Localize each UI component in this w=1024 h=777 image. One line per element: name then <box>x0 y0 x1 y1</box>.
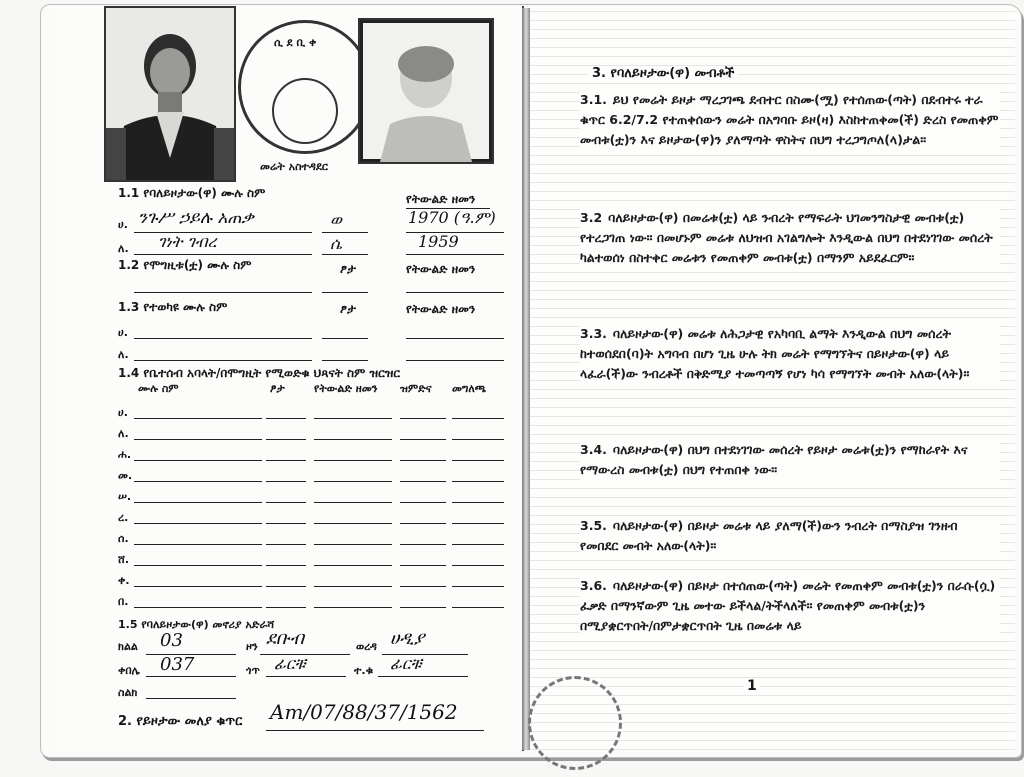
zone-value: ደቡብ <box>266 628 304 649</box>
col-birth-1-1: የትውልድ ዘመን <box>406 192 476 206</box>
col-sex-1-4: ፆታ <box>270 382 285 395</box>
seal-fragment <box>528 676 622 770</box>
underline <box>266 730 484 731</box>
family-row-label: ሰ. <box>118 532 129 545</box>
underline <box>266 418 306 419</box>
underline <box>322 254 368 255</box>
holder-birth-2: 1959 <box>418 232 459 251</box>
col-note-1-4: መግለጫ <box>452 382 487 395</box>
row-label-u: ሀ. <box>118 218 128 231</box>
woreda-label: ወረዳ <box>356 640 377 653</box>
underline <box>452 544 504 545</box>
underline <box>134 460 262 461</box>
family-row-label: ሐ. <box>118 448 132 461</box>
family-row-label: ሠ. <box>118 490 132 503</box>
woreda-value: ሀዲያ <box>390 628 425 649</box>
parcel-id-value: Am/07/88/37/1562 <box>270 700 458 724</box>
underline <box>400 523 446 524</box>
underline <box>134 338 312 339</box>
underline <box>314 439 392 440</box>
family-row-label: ቀ. <box>118 574 130 587</box>
row-label: ሀ. <box>118 326 128 339</box>
underline <box>266 439 306 440</box>
underline <box>322 360 368 361</box>
underline <box>134 544 262 545</box>
paragraph-text: ባለይዞታው(ዋ) በይዞታ በተሰጠው(ጣት) መሬት የመጠቀም መብቱ(ቷ)ን በራሱ(ሷ) ፈቃድ በማንኛውም ጊዜ መተው ይችላል/ትችላለች። የመጠቀም መብቱ(ቷ)ን በሚያቋርጥበት/በምታቋርጥበት ጊዜ በመሬቱ ላይ <box>580 578 996 633</box>
underline <box>266 502 306 503</box>
row-label: ለ. <box>118 348 129 361</box>
holder-name-1: ንጉሥ ኃይሉ አጠቃ <box>138 208 254 228</box>
kebele-value: 037 <box>160 654 195 675</box>
underline <box>266 523 306 524</box>
underline <box>134 481 262 482</box>
underline <box>134 439 262 440</box>
underline <box>134 292 312 293</box>
col-name-1-4: ሙሉ ስም <box>138 382 179 395</box>
underline <box>134 502 262 503</box>
paragraph-3-4 <box>580 440 1000 480</box>
region-value: 03 <box>160 630 183 651</box>
underline <box>134 360 312 361</box>
underline <box>314 544 392 545</box>
paragraph-number: 3.4. <box>580 442 607 457</box>
zone-label: ዞን <box>246 640 258 653</box>
section-1-4-title: 1.4 የቤተሰብ አባላት/በሞግዚት የሚወድቁ ህጻናት ስም ዝርዝር <box>118 366 400 380</box>
underline <box>134 418 262 419</box>
underline <box>400 565 446 566</box>
paragraph-text: ባለይዞታው(ዋ) በመሬቱ(ቷ) ላይ ንብረት የማፍራት ህገመንግስታዊ መብቱ(ቷ) የተረጋገጠ ነው። በመሆኑም መሬቱ ለህዝብ አገልግሎት እንዲውል በህግ በተደነገገው መሰረት ካልተወሰነ በስተቀር መሬቱን የመጠቀም መብቱ(ቷ) በማንም አይደፈርም። <box>580 210 993 265</box>
paragraph-text: ባለይዞታው(ዋ) መሬቱ ለሕጋታዊ የአካባቢ ልማት እንዲውል በህግ መሰረት ከተወሰደበ(ባ)ት አግባብ በሆነ ጊዜ ሁሉ ትክ መሬት የማግኘትና በይዞታው(ዋ) ላይ ላፈራ(ች)ው ንብረቶች በቅድሚያ ተመጣጣኝ የሆነ ካሳ የማግኘት መብት አለው(ላት)። <box>580 326 970 381</box>
row-label-l: ለ. <box>118 242 129 255</box>
underline <box>266 481 306 482</box>
paragraph-number: 3.6. <box>580 578 607 593</box>
seal-inner-ring <box>272 78 338 144</box>
paragraph-3-3 <box>580 324 1000 384</box>
paragraph-3-2 <box>580 208 1000 268</box>
underline <box>400 502 446 503</box>
underline <box>322 338 368 339</box>
underline <box>452 586 504 587</box>
phone-label: ስልክ <box>118 686 138 699</box>
paragraph-number: 3.1. <box>580 92 607 107</box>
family-row-label: በ. <box>118 595 129 608</box>
paragraph-3-1 <box>580 90 1000 150</box>
underline <box>314 607 392 608</box>
underline <box>314 523 392 524</box>
underline <box>266 565 306 566</box>
underline <box>452 418 504 419</box>
underline <box>452 439 504 440</box>
underline <box>266 676 346 677</box>
col-birth-1-2: የትውልድ ዘመን <box>406 262 476 276</box>
family-row-label: ለ. <box>118 427 129 440</box>
underline <box>452 502 504 503</box>
section-1-3-title: 1.3 የተወካዩ ሙሉ ስም <box>118 300 228 314</box>
family-row-label: ሸ. <box>118 553 130 566</box>
underline <box>146 698 236 699</box>
underline <box>378 676 468 677</box>
right-page <box>530 10 1015 750</box>
village-label: ጎጥ <box>246 664 260 677</box>
col-birth-1-4: የትውልድ ዘመን <box>314 382 378 395</box>
holder-name-2: ገነት ገብረ <box>158 232 217 251</box>
paragraph-text: ባለይዞታው(ዋ) በህግ በተደነገገው መሰረት የይዞታ መሬቱ(ቷ)ን የማከራየት እና የማውረስ መብቱ(ቷ) በህግ የተጠበቀ ነው። <box>580 442 968 477</box>
underline <box>314 418 392 419</box>
underline <box>400 418 446 419</box>
section-1-1-title: 1.1 የባለይዞታው(ዋ) ሙሉ ስም <box>118 186 266 200</box>
underline <box>452 481 504 482</box>
seal-bottom-text: መሬት አስተዳደር <box>260 160 328 173</box>
family-row-label: ረ. <box>118 511 129 524</box>
paragraph-text: ባለይዞታው(ዋ) በይዞታ መሬቱ ላይ ያለማ(ች)ውን ንብረት በማስያዝ ገንዘብ የመበደር መብት አለው(ላት)። <box>580 518 958 553</box>
family-row-label: ሀ. <box>118 406 128 419</box>
underline <box>452 523 504 524</box>
house-label: ተ.ቁ <box>354 664 374 677</box>
underline <box>134 565 262 566</box>
page-number: 1 <box>744 678 760 694</box>
col-relation-1-4: ዝምድና <box>400 382 432 395</box>
paragraph-3-5 <box>580 516 1000 556</box>
underline <box>266 544 306 545</box>
village-value: ፊርቹ <box>274 654 306 673</box>
paragraph-number: 3.3. <box>580 326 607 341</box>
underline <box>400 439 446 440</box>
underline <box>146 676 236 677</box>
underline <box>400 607 446 608</box>
underline <box>134 607 262 608</box>
underline <box>266 586 306 587</box>
family-row-label: መ. <box>118 469 133 482</box>
underline <box>134 586 262 587</box>
holder-sex-1: ወ <box>330 210 342 229</box>
underline <box>452 460 504 461</box>
underline <box>406 360 504 361</box>
paragraph-3-6 <box>580 576 1000 636</box>
underline <box>134 523 262 524</box>
underline <box>266 460 306 461</box>
underline <box>314 586 392 587</box>
paragraph-number: 3.2 <box>580 210 603 225</box>
underline <box>400 586 446 587</box>
kebele-label: ቀበሌ <box>118 664 140 677</box>
region-label: ክልል <box>118 640 138 653</box>
col-sex-1-2: ፆታ <box>340 262 357 276</box>
holder-photo-female <box>358 18 494 164</box>
underline <box>406 254 504 255</box>
underline <box>452 565 504 566</box>
booklet-spine <box>522 8 530 750</box>
underline <box>400 481 446 482</box>
underline <box>266 607 306 608</box>
underline <box>452 607 504 608</box>
underline <box>314 502 392 503</box>
section-1-5-title: 1.5 የባለይዞታው(ዋ) መኖሪያ አድራሻ <box>118 618 275 631</box>
section-2-title: 2. የይዞታው መለያ ቁጥር <box>118 714 243 729</box>
underline <box>400 544 446 545</box>
holder-birth-1: 1970 (ዓ.ም) <box>408 208 496 227</box>
underline <box>400 460 446 461</box>
paragraph-text: ይህ የመሬት ይዞታ ማረጋገጫ ደብተር በስሙ(ሟ) የተሰጠው(ጣት) በደብተሩ ተራ ቁጥር 6.2/7.2 የተጠቀሰውን መሬት በአግባቡ ይዞ(ዛ) እስከተጠቀመ(ች) ድረስ የመጠቀም መብቱ(ቷ)ን እና ይዞታው(ዋ)ን ያለማጣት ዋስትና በህግ ተረጋግጦለ(ላ)ታል። <box>580 92 999 147</box>
underline <box>406 338 504 339</box>
holder-photo-male <box>104 6 236 182</box>
underline <box>314 481 392 482</box>
section-3-title: 3. የባለይዞታው(ዋ) መብቶች <box>588 66 738 81</box>
paragraph-number: 3.5. <box>580 518 607 533</box>
underline <box>406 292 504 293</box>
underline <box>322 292 368 293</box>
holder-sex-2: ሴ <box>330 234 342 253</box>
underline <box>134 254 312 255</box>
col-birth-1-3: የትውልድ ዘመን <box>406 302 476 316</box>
section-1-2-title: 1.2 የሞግዚቱ(ቷ) ሙሉ ስም <box>118 258 252 272</box>
underline <box>314 460 392 461</box>
seal-top-text: ሲ ደ ቢ ቀ <box>274 36 317 49</box>
underline <box>322 232 368 233</box>
col-sex-1-3: ፆታ <box>340 302 357 316</box>
left-page <box>60 6 524 751</box>
house-value: ፊርቹ <box>390 654 422 673</box>
underline <box>314 565 392 566</box>
